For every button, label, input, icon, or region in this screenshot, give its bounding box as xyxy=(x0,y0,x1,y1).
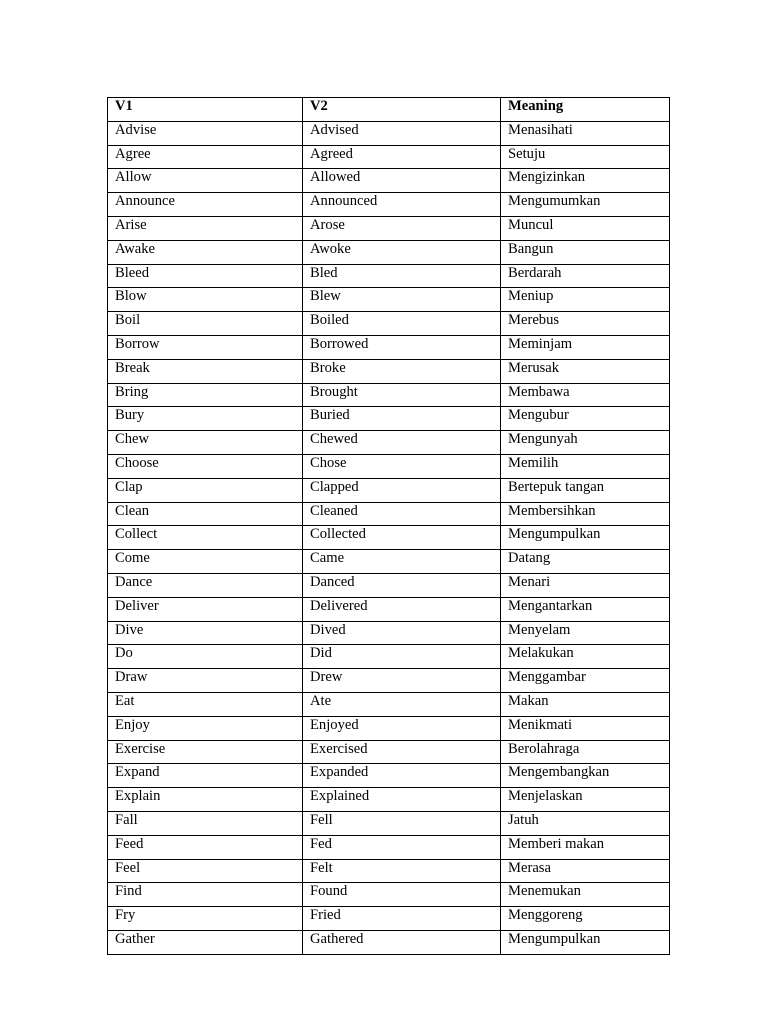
table-row xyxy=(108,788,670,812)
cell-v1: Clap xyxy=(108,478,303,502)
cell-v1: Awake xyxy=(108,240,303,264)
cell-v1: Exercise xyxy=(108,740,303,764)
table-row xyxy=(108,193,670,217)
table-row xyxy=(108,145,670,169)
cell-v2: Broke xyxy=(303,359,501,383)
table-row xyxy=(108,883,670,907)
table-row xyxy=(108,121,670,145)
table-row xyxy=(108,407,670,431)
cell-v2: Found xyxy=(303,883,501,907)
cell-v1: Choose xyxy=(108,454,303,478)
cell-v1: Bury xyxy=(108,407,303,431)
cell-v1: Allow xyxy=(108,169,303,193)
cell-v1: Enjoy xyxy=(108,716,303,740)
cell-meaning: Mengizinkan xyxy=(501,169,670,193)
cell-v2: Arose xyxy=(303,216,501,240)
cell-meaning: Berdarah xyxy=(501,264,670,288)
table-row xyxy=(108,169,670,193)
table-row xyxy=(108,502,670,526)
table-row xyxy=(108,359,670,383)
table-row xyxy=(108,597,670,621)
cell-v2: Announced xyxy=(303,193,501,217)
cell-meaning: Menggambar xyxy=(501,669,670,693)
table-row xyxy=(108,431,670,455)
cell-v1: Advise xyxy=(108,121,303,145)
cell-v2: Danced xyxy=(303,573,501,597)
cell-v2: Fed xyxy=(303,835,501,859)
cell-v2: Felt xyxy=(303,859,501,883)
cell-v1: Find xyxy=(108,883,303,907)
cell-meaning: Merusak xyxy=(501,359,670,383)
cell-meaning: Membawa xyxy=(501,383,670,407)
cell-v2: Fried xyxy=(303,907,501,931)
cell-v2: Awoke xyxy=(303,240,501,264)
cell-v2: Exercised xyxy=(303,740,501,764)
table-row xyxy=(108,740,670,764)
cell-v2: Brought xyxy=(303,383,501,407)
cell-v2: Explained xyxy=(303,788,501,812)
cell-meaning: Menyelam xyxy=(501,621,670,645)
cell-v1: Agree xyxy=(108,145,303,169)
table-header-row xyxy=(108,98,670,122)
cell-v1: Fry xyxy=(108,907,303,931)
cell-v1: Blow xyxy=(108,288,303,312)
cell-meaning: Bertepuk tangan xyxy=(501,478,670,502)
cell-meaning: Makan xyxy=(501,692,670,716)
cell-meaning: Menari xyxy=(501,573,670,597)
cell-meaning: Bangun xyxy=(501,240,670,264)
cell-meaning: Memilih xyxy=(501,454,670,478)
cell-v2: Ate xyxy=(303,692,501,716)
cell-v2: Advised xyxy=(303,121,501,145)
cell-v1: Feel xyxy=(108,859,303,883)
cell-v1: Chew xyxy=(108,431,303,455)
cell-v1: Dive xyxy=(108,621,303,645)
cell-v1: Dance xyxy=(108,573,303,597)
cell-v2: Cleaned xyxy=(303,502,501,526)
table-row xyxy=(108,240,670,264)
cell-meaning: Merasa xyxy=(501,859,670,883)
cell-v1: Announce xyxy=(108,193,303,217)
cell-v1: Gather xyxy=(108,930,303,954)
table-row xyxy=(108,264,670,288)
cell-v1: Feed xyxy=(108,835,303,859)
cell-v2: Came xyxy=(303,550,501,574)
cell-v1: Eat xyxy=(108,692,303,716)
cell-v2: Clapped xyxy=(303,478,501,502)
cell-v2: Bled xyxy=(303,264,501,288)
table-row xyxy=(108,907,670,931)
cell-v1: Borrow xyxy=(108,335,303,359)
table-row xyxy=(108,573,670,597)
table-row xyxy=(108,716,670,740)
cell-meaning: Menemukan xyxy=(501,883,670,907)
cell-v1: Come xyxy=(108,550,303,574)
table-row xyxy=(108,526,670,550)
cell-meaning: Mengumpulkan xyxy=(501,930,670,954)
table-row xyxy=(108,621,670,645)
header-meaning: Meaning xyxy=(501,98,670,122)
table-row xyxy=(108,859,670,883)
cell-meaning: Melakukan xyxy=(501,645,670,669)
cell-v1: Fall xyxy=(108,811,303,835)
cell-v2: Fell xyxy=(303,811,501,835)
table-row xyxy=(108,930,670,954)
cell-meaning: Mengunyah xyxy=(501,431,670,455)
cell-v2: Borrowed xyxy=(303,335,501,359)
cell-meaning: Merebus xyxy=(501,312,670,336)
table-row xyxy=(108,669,670,693)
table-row xyxy=(108,288,670,312)
table-row xyxy=(108,692,670,716)
cell-meaning: Berolahraga xyxy=(501,740,670,764)
cell-v1: Collect xyxy=(108,526,303,550)
table-row xyxy=(108,312,670,336)
table-row xyxy=(108,835,670,859)
cell-v1: Boil xyxy=(108,312,303,336)
cell-v2: Chewed xyxy=(303,431,501,455)
cell-v1: Expand xyxy=(108,764,303,788)
table-row xyxy=(108,335,670,359)
cell-v1: Clean xyxy=(108,502,303,526)
cell-v2: Buried xyxy=(303,407,501,431)
cell-meaning: Memberi makan xyxy=(501,835,670,859)
cell-v2: Allowed xyxy=(303,169,501,193)
cell-v2: Drew xyxy=(303,669,501,693)
cell-meaning: Mengembangkan xyxy=(501,764,670,788)
cell-v1: Arise xyxy=(108,216,303,240)
header-v1: V1 xyxy=(108,98,303,122)
cell-meaning: Membersihkan xyxy=(501,502,670,526)
table-row xyxy=(108,811,670,835)
cell-v2: Chose xyxy=(303,454,501,478)
cell-v2: Collected xyxy=(303,526,501,550)
cell-v2: Enjoyed xyxy=(303,716,501,740)
cell-v1: Do xyxy=(108,645,303,669)
cell-meaning: Muncul xyxy=(501,216,670,240)
cell-meaning: Jatuh xyxy=(501,811,670,835)
cell-v1: Break xyxy=(108,359,303,383)
cell-v2: Gathered xyxy=(303,930,501,954)
cell-meaning: Meminjam xyxy=(501,335,670,359)
cell-meaning: Datang xyxy=(501,550,670,574)
verb-table xyxy=(107,97,670,955)
table-row xyxy=(108,764,670,788)
cell-v1: Draw xyxy=(108,669,303,693)
cell-meaning: Menikmati xyxy=(501,716,670,740)
table-body xyxy=(108,121,670,954)
header-v2: V2 xyxy=(303,98,501,122)
cell-meaning: Meniup xyxy=(501,288,670,312)
cell-meaning: Mengumpulkan xyxy=(501,526,670,550)
cell-v2: Expanded xyxy=(303,764,501,788)
cell-v2: Delivered xyxy=(303,597,501,621)
table-row xyxy=(108,550,670,574)
cell-meaning: Mengantarkan xyxy=(501,597,670,621)
cell-v1: Bleed xyxy=(108,264,303,288)
table-row xyxy=(108,216,670,240)
cell-meaning: Menasihati xyxy=(501,121,670,145)
cell-meaning: Menggoreng xyxy=(501,907,670,931)
cell-meaning: Menjelaskan xyxy=(501,788,670,812)
table-row xyxy=(108,383,670,407)
table-row xyxy=(108,478,670,502)
cell-v2: Blew xyxy=(303,288,501,312)
cell-v2: Dived xyxy=(303,621,501,645)
cell-meaning: Mengumumkan xyxy=(501,193,670,217)
cell-v1: Bring xyxy=(108,383,303,407)
table-row xyxy=(108,645,670,669)
table-row xyxy=(108,454,670,478)
cell-v2: Boiled xyxy=(303,312,501,336)
cell-meaning: Mengubur xyxy=(501,407,670,431)
cell-meaning: Setuju xyxy=(501,145,670,169)
cell-v1: Deliver xyxy=(108,597,303,621)
cell-v2: Agreed xyxy=(303,145,501,169)
cell-v1: Explain xyxy=(108,788,303,812)
cell-v2: Did xyxy=(303,645,501,669)
